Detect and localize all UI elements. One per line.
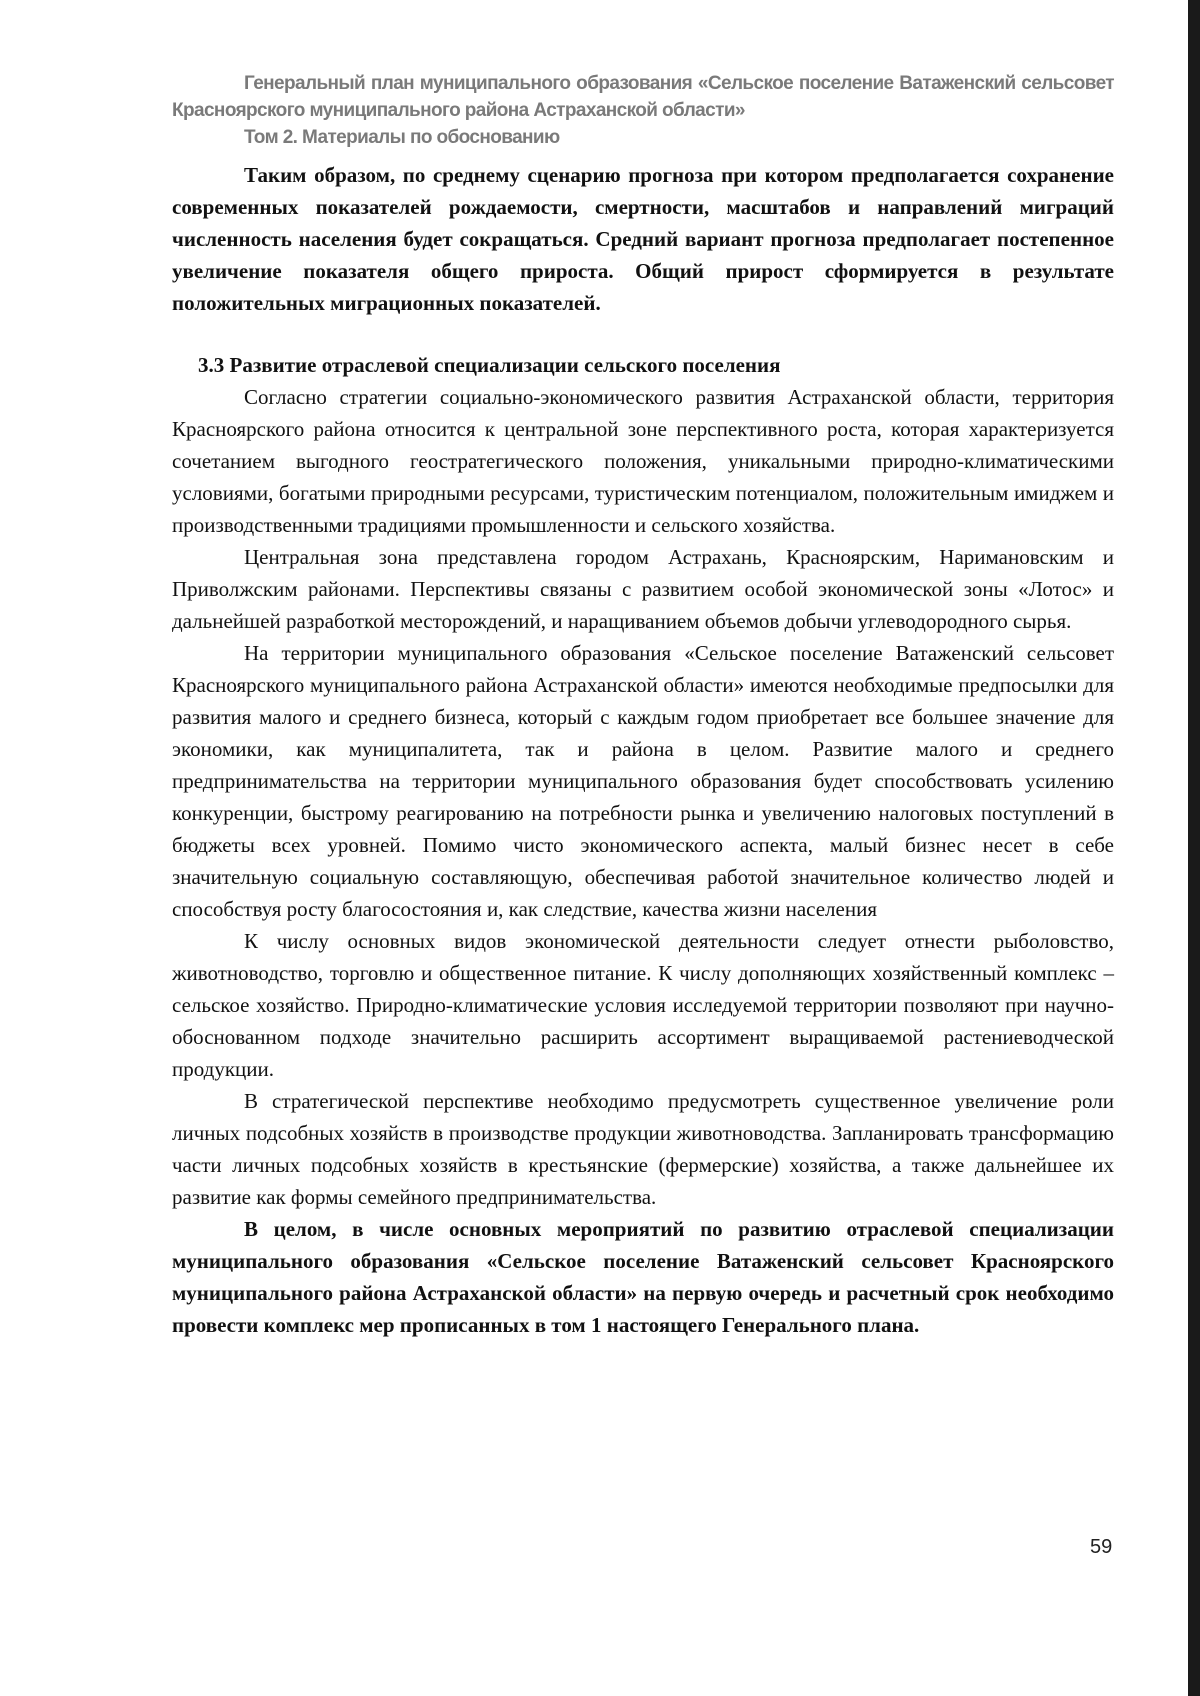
paragraph: На территории муниципального образования «Сельское поселение Ватаженский сельсовет Красноярского муниципального района Астраханской области» имеются необходимые предпосылки для развития малого и среднего бизнеса, который с каждым годом приобретает все большее значение для экономики, как муниципалитета, так и района в целом. Развитие малого и среднего предпринимательства на территории муниципального образования будет способствовать усилению конкуренции, быстрому реагированию на потребности рынка и увеличению налоговых поступлений в бюджеты всех уровней. Помимо чисто экономического аспекта, малый бизнес несет в себе значительную социальную составляющую, обеспечивая работой значительное количество людей и способствуя росту благосостояния и, как следствие, качества жизни населения: [172, 641, 1114, 921]
paragraph: В стратегической перспективе необходимо предусмотреть существенное увеличение роли личных подсобных хозяйств в производстве продукции животноводства. Запланировать трансформацию части личных подсобных хозяйств в крестьянские (фермерские) хозяйства, а также дальнейшее их развитие как формы семейного предпринимательства.: [172, 1089, 1114, 1209]
header-volume: Том 2. Материалы по обоснованию: [244, 127, 560, 148]
paragraph: К числу основных видов экономической деятельности следует отнести рыболовство, животноводство, торговлю и общественное питание. К числу дополняющих хозяйственный комплекс – сельское хозяйство. Природно-климатические условия исследуемой территории позволяют при научно-обоснованном подходе значительно расширить ассортимент выращиваемой растениеводческой продукции.: [172, 929, 1114, 1081]
paragraph: Согласно стратегии социально-экономического развития Астраханской области, территория Красноярского района относится к центральной зоне перспективного роста, которая характеризуется сочетанием выгодного геостратегического положения, уникальными природно-климатическими условиями, богатыми природными ресурсами, туристическим потенциалом, положительным имиджем и производственными традициями промышленности и сельского хозяйства.: [172, 385, 1114, 537]
header-title: Генеральный план муниципального образования «Сельское поселение Ватаженский сельсовет Красноярского муниципального района Астраханской области»: [172, 73, 1114, 121]
page-number: 59: [1090, 1536, 1113, 1558]
summary-paragraph: Таким образом, по среднему сценарию прогноза при котором предполагается сохранение современных показателей рождаемости, смертности, масштабов и направлений миграций численность населения будет сокращаться. Средний вариант прогноза предполагает постепенное увеличение показателя общего прироста. Общий прирост сформируется в результате положительных миграционных показателей.: [172, 163, 1114, 315]
section-title: 3.3 Развитие отраслевой специализации сельского поселения: [198, 353, 781, 377]
page-content: [172, 70, 1114, 1341]
page-edge: [1188, 0, 1200, 1696]
document-header: [172, 70, 1114, 151]
paragraph: Центральная зона представлена городом Астрахань, Красноярским, Наримановским и Приволжским районами. Перспективы связаны с развитием особой экономической зоны «Лотос» и дальнейшей разработкой месторождений, и наращиванием объемов добычи углеводородного сырья.: [172, 545, 1114, 633]
conclusion-paragraph: В целом, в числе основных мероприятий по развитию отраслевой специализации муниципального образования «Сельское поселение Ватаженский сельсовет Красноярского муниципального района Астраханской области» на первую очередь и расчетный срок необходимо провести комплекс мер прописанных в том 1 настоящего Генерального плана.: [172, 1217, 1114, 1337]
